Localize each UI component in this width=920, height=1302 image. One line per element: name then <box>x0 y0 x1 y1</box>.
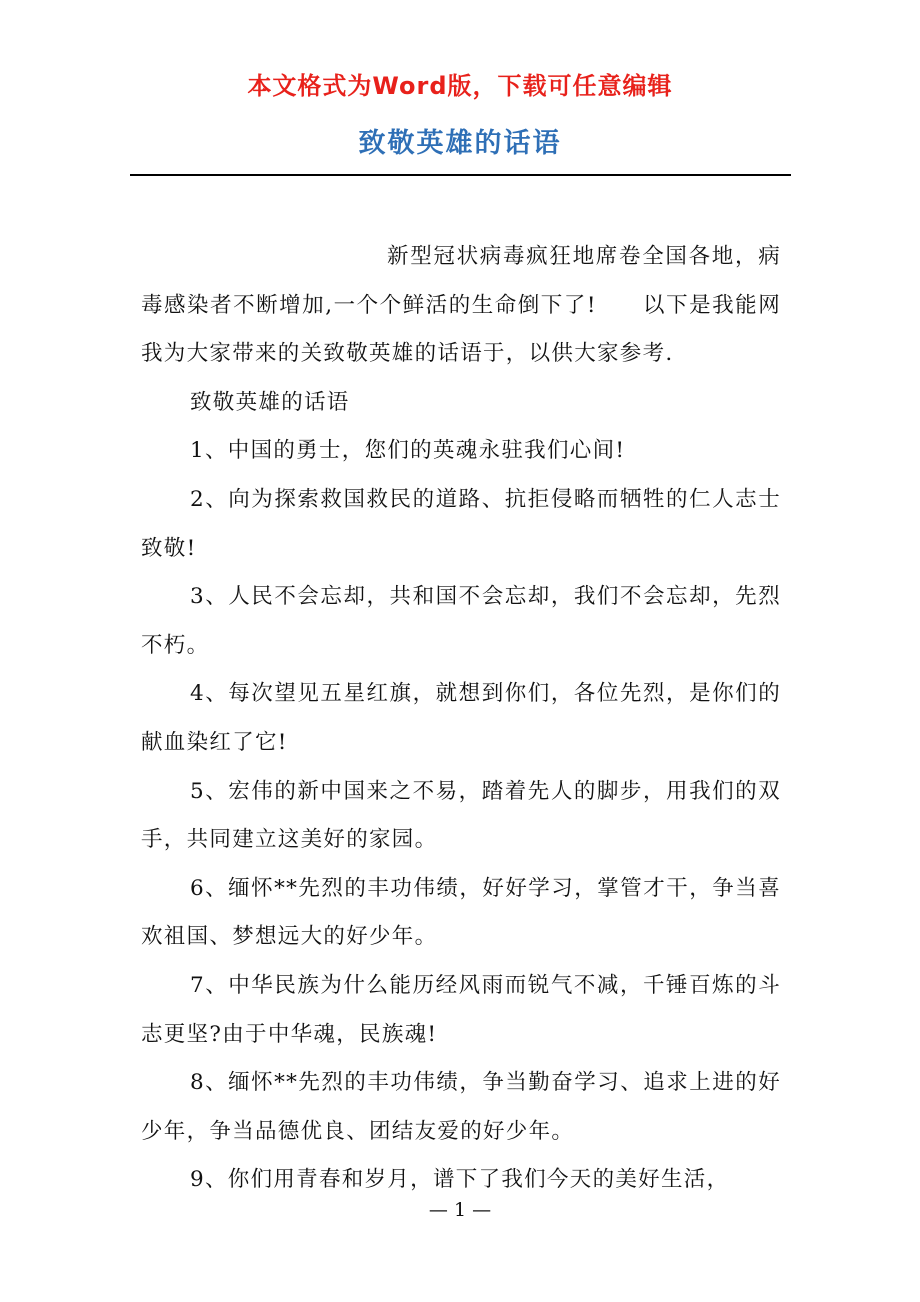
list-item: 3、人民不会忘却，共和国不会忘却，我们不会忘却，先烈不朽。 <box>141 584 781 658</box>
list-item: 7、中华民族为什么能历经风雨而锐气不减，千锤百炼的斗志更坚?由于中华魂，民族魂! <box>141 972 781 1047</box>
list-item: 1、中国的勇士，您们的英魂永驻我们心间! <box>190 438 626 464</box>
list-item: 2、向为探索救国救民的道路、抗拒侵略而牺牲的仁人志士致敬! <box>141 486 781 561</box>
title-underline-divider <box>130 174 791 176</box>
list-item: 9、你们用青春和岁月，谱下了我们今天的美好生活， <box>190 1167 730 1193</box>
page-number: — 1 — <box>428 1199 492 1221</box>
document-body <box>141 233 781 1205</box>
section-subheading: 致敬英雄的话语 <box>190 389 350 415</box>
format-notice-banner: 本文格式为Word版，下载可任意编辑 <box>247 72 673 100</box>
document-title: 致敬英雄的话语 <box>358 128 562 159</box>
intro-paragraph: 新型冠状病毒疯狂地席卷全国各地，病毒感染者不断增加,一个个鲜活的生命倒下了! 以下是我能网我为大家带来的关致敬英雄的话语于，以供大家参考. <box>141 244 781 367</box>
list-item: 4、每次望见五星红旗，就想到你们，各位先烈，是你们的献血染红了它! <box>141 681 781 755</box>
list-item: 6、缅怀**先烈的丰功伟绩，好好学习，掌管才干，争当喜欢祖国、梦想远大的好少年。 <box>141 875 781 950</box>
list-item: 8、缅怀**先烈的丰功伟绩，争当勤奋学习、追求上进的好少年，争当品德优良、团结友爱的好少年。 <box>141 1070 781 1144</box>
list-item: 5、宏伟的新中国来之不易，踏着先人的脚步，用我们的双手，共同建立这美好的家园。 <box>141 778 781 853</box>
